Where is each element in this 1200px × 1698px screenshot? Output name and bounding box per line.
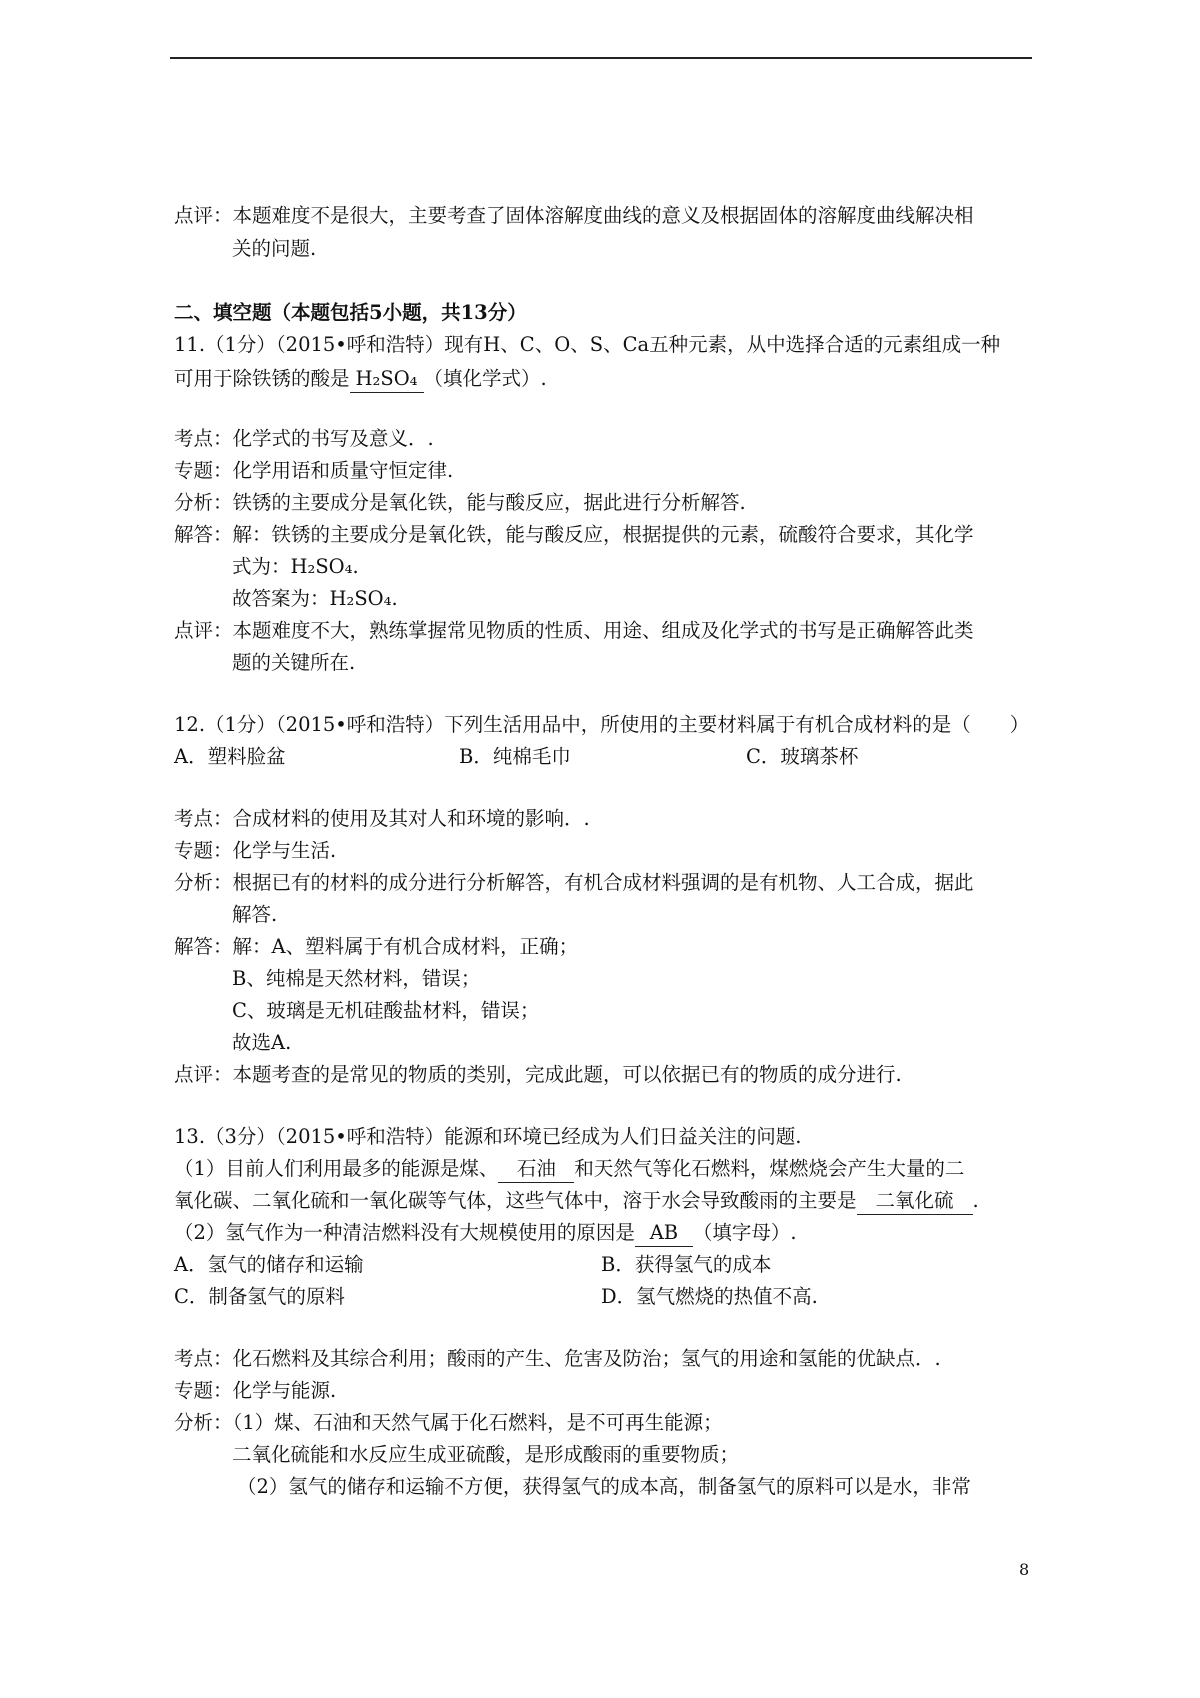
q11-kaodian: 考点：化学式的书写及意义．. (174, 427, 434, 450)
q13-option-b: B．获得氢气的成本 (601, 1253, 772, 1276)
q12-stem: 12.（1分）（2015•呼和浩特）下列生活用品中，所使用的主要材料属于有机合成材料的是（ ） (174, 713, 1030, 736)
q13-part2-pre: 氧化碳、二氧化硫和一氧化碳等气体，这些气体中，溶于水会导致酸雨的主要是 (174, 1189, 857, 1212)
q11-jieda-line2: 式为：H₂SO₄. (232, 555, 359, 578)
q12-dianping: 点评：本题考查的是常见的物质的类别，完成此题，可以依据已有的物质的成分进行. (174, 1063, 902, 1086)
q11-zhuanti: 专题：化学用语和质量守恒定律. (174, 459, 454, 482)
q12-option-a: A．塑料脸盆 (174, 745, 286, 768)
q11-fenxi: 分析：铁锈的主要成分是氧化铁，能与酸反应，据此进行分析解答. (174, 491, 746, 514)
q11-dianping-line1: 点评：本题难度不大，熟练掌握常见物质的性质、用途、组成及化学式的书写是正确解答此类 (174, 619, 974, 642)
q13-fenxi-line2: 二氧化硫能和水反应生成亚硫酸，是形成酸雨的重要物质； (232, 1443, 740, 1466)
q12-option-c: C．玻璃茶杯 (746, 745, 859, 768)
q13-option-a: A．氢气的储存和运输 (174, 1253, 364, 1276)
header-rule (170, 57, 1032, 59)
q11-answer-blank: H₂SO₄ (350, 366, 424, 393)
q13-option-d: D．氢气燃烧的热值不高. (601, 1285, 818, 1308)
q10-comment-line1: 点评：本题难度不是很大，主要考查了固体溶解度曲线的意义及根据固体的溶解度曲线解决相 (174, 204, 974, 227)
q13-zhuanti: 专题：化学与能源. (174, 1379, 337, 1402)
q13-part1-pre: （1）目前人们利用最多的能源是煤、 (174, 1157, 499, 1180)
q13-part3-pre: （2）氢气作为一种清洁燃料没有大规模使用的原因是 (174, 1221, 635, 1244)
q12-fenxi-line1: 分析：根据已有的材料的成分进行分析解答，有机合成材料强调的是有机物、人工合成，据此 (174, 871, 974, 894)
q12-option-b: B．纯棉毛巾 (459, 745, 571, 768)
q12-jieda-line4: 故选A. (232, 1031, 292, 1054)
q13-stem: 13.（3分）（2015•呼和浩特）能源和环境已经成为人们日益关注的问题. (174, 1125, 802, 1148)
q13-answer3-blank: AB (635, 1220, 693, 1247)
q11-jieda-line3: 故答案为：H₂SO₄. (232, 587, 398, 610)
q12-kaodian: 考点：合成材料的使用及其对人和环境的影响．. (174, 807, 590, 830)
q12-zhuanti: 专题：化学与生活. (174, 839, 337, 862)
q13-part1-line2 (174, 1188, 979, 1215)
q12-jieda-line1: 解答：解：A、塑料属于有机合成材料，正确； (174, 935, 579, 958)
q13-part1-line1 (174, 1156, 964, 1183)
q11-jieda-line1: 解答：解：铁锈的主要成分是氧化铁，能与酸反应，根据提供的元素，硫酸符合要求，其化学 (174, 523, 974, 546)
q13-fenxi-line1: 分析：（1）煤、石油和天然气属于化石燃料，是不可再生能源； (174, 1411, 723, 1434)
q12-fenxi-line2: 解答. (232, 903, 278, 926)
q13-part2-line (174, 1220, 797, 1247)
page-number: 8 (1019, 1560, 1030, 1579)
q13-answer2-blank: 二氧化硫 (857, 1188, 973, 1215)
q11-stem-post: （填化学式）. (423, 367, 547, 390)
q11-stem-line2 (174, 366, 547, 393)
q11-stem-line1: 11.（1分）（2015•呼和浩特）现有H、C、O、S、Ca五种元素，从中选择合适的元素组成一种 (174, 333, 1001, 356)
q10-comment-line2: 关的问题. (232, 237, 317, 260)
q13-part1-post: 和天然气等化石燃料，煤燃烧会产生大量的二 (574, 1157, 965, 1180)
q13-answer1-blank: 石油 (498, 1156, 574, 1183)
section-title: 二、填空题（本题包括5小题，共13分） (174, 301, 527, 324)
q13-fenxi-line3: （2）氢气的储存和运输不方便，获得氢气的成本高，制备氢气的原料可以是水，非常 (237, 1475, 971, 1498)
q13-part3-post: （填字母）. (692, 1221, 797, 1244)
q13-kaodian: 考点：化石燃料及其综合利用；酸雨的产生、危害及防治；氢气的用途和氢能的优缺点．. (174, 1347, 941, 1370)
q13-part2-post: . (972, 1189, 979, 1212)
q12-jieda-line3: C、玻璃是无机硅酸盐材料，错误； (232, 999, 540, 1022)
q11-stem-pre: 可用于除铁锈的酸是 (174, 367, 350, 390)
q11-dianping-line2: 题的关键所在. (232, 651, 356, 674)
q13-option-c: C．制备氢气的原料 (174, 1285, 345, 1308)
q12-jieda-line2: B、纯棉是天然材料，错误； (232, 967, 481, 990)
